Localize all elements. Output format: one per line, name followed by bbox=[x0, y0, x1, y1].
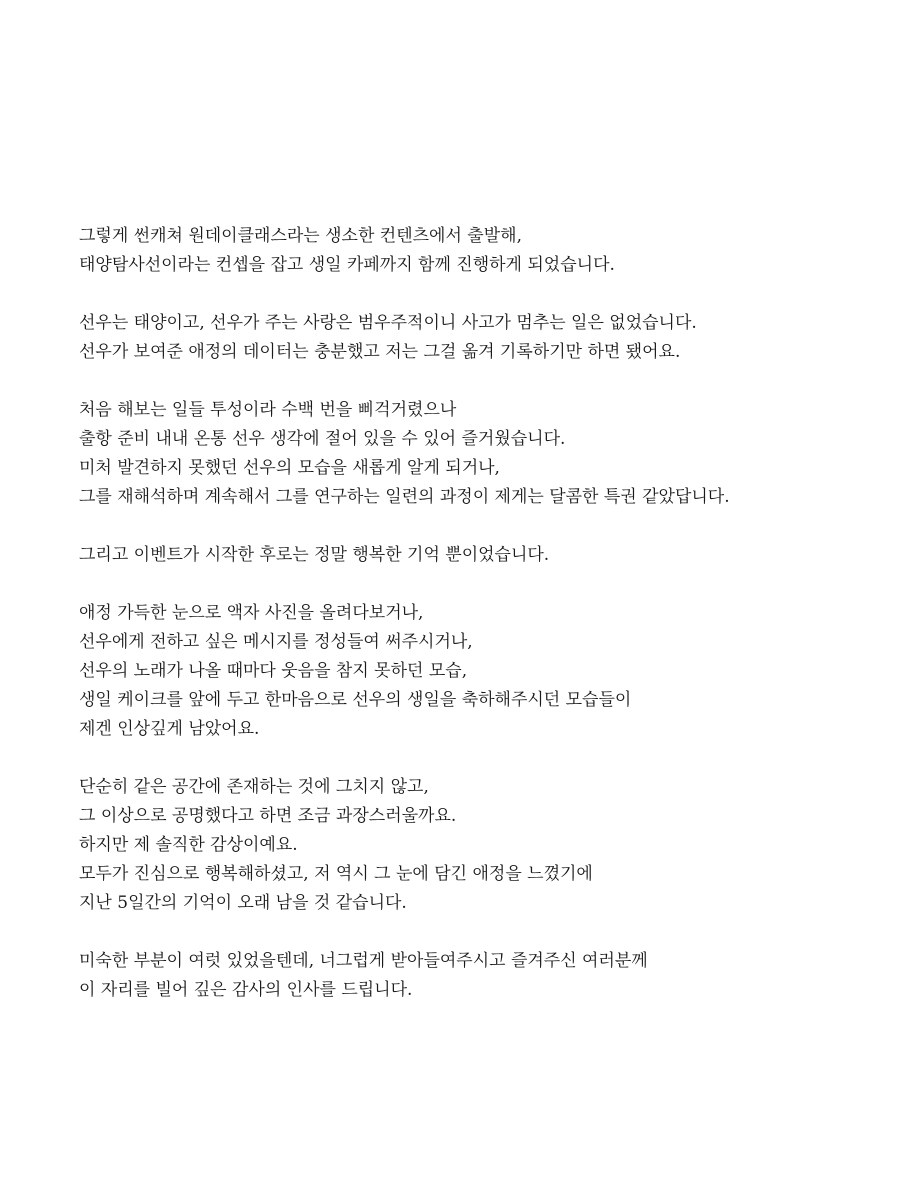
text-line: 애정 가득한 눈으로 액자 사진을 올려다보거나, bbox=[79, 603, 424, 623]
paragraph bbox=[79, 541, 879, 570]
letter-body bbox=[79, 222, 879, 1005]
text-line: 선우에게 전하고 싶은 메시지를 정성들여 써주시거나, bbox=[79, 632, 473, 652]
text-line: 그리고 이벤트가 시작한 후로는 정말 행복한 기억 뿐이었습니다. bbox=[79, 545, 550, 565]
paragraph bbox=[79, 773, 879, 918]
text-line: 선우는 태양이고, 선우가 주는 사랑은 범우주적이니 사고가 멈추는 일은 없었습니다. bbox=[79, 313, 697, 333]
paragraph bbox=[79, 599, 879, 744]
text-line: 그렇게 썬캐쳐 원데이클래스라는 생소한 컨텐츠에서 출발해, bbox=[79, 226, 522, 246]
paragraph bbox=[79, 222, 879, 280]
text-line: 하지만 제 솔직한 감상이예요. bbox=[79, 835, 298, 855]
text-line: 선우의 노래가 나올 때마다 웃음을 참지 못하던 모습, bbox=[79, 661, 468, 681]
text-line: 처음 해보는 일들 투성이라 수백 번을 삐걱거렸으나 bbox=[79, 400, 457, 420]
paragraph bbox=[79, 947, 879, 1005]
text-line: 미숙한 부분이 여럿 있었을텐데, 너그럽게 받아들여주시고 즐겨주신 여러분께 bbox=[79, 951, 648, 971]
text-line: 제겐 인상깊게 남았어요. bbox=[79, 719, 260, 739]
text-line: 선우가 보여준 애정의 데이터는 충분했고 저는 그걸 옮겨 기록하기만 하면 됐어요. bbox=[79, 342, 681, 362]
text-line: 생일 케이크를 앞에 두고 한마음으로 선우의 생일을 축하해주시던 모습들이 bbox=[79, 690, 632, 710]
text-line: 태양탐사선이라는 컨셉을 잡고 생일 카페까지 함께 진행하게 되었습니다. bbox=[79, 255, 615, 275]
text-line: 이 자리를 빌어 깊은 감사의 인사를 드립니다. bbox=[79, 980, 413, 1000]
text-line: 그 이상으로 공명했다고 하면 조금 과장스러울까요. bbox=[79, 806, 457, 826]
paragraph bbox=[79, 309, 879, 367]
text-line: 미처 발견하지 못했던 선우의 모습을 새롭게 알게 되거나, bbox=[79, 458, 500, 478]
paragraph bbox=[79, 396, 879, 512]
text-line: 그를 재해석하며 계속해서 그를 연구하는 일련의 과정이 제게는 달콤한 특권 같았답니다. bbox=[79, 487, 730, 507]
text-line: 모두가 진심으로 행복해하셨고, 저 역시 그 눈에 담긴 애정을 느꼈기에 bbox=[79, 864, 593, 884]
text-line: 단순히 같은 공간에 존재하는 것에 그치지 않고, bbox=[79, 777, 429, 797]
text-line: 출항 준비 내내 온통 선우 생각에 절어 있을 수 있어 즐거웠습니다. bbox=[79, 429, 566, 449]
text-line: 지난 5일간의 기억이 오래 남을 것 같습니다. bbox=[79, 893, 407, 913]
